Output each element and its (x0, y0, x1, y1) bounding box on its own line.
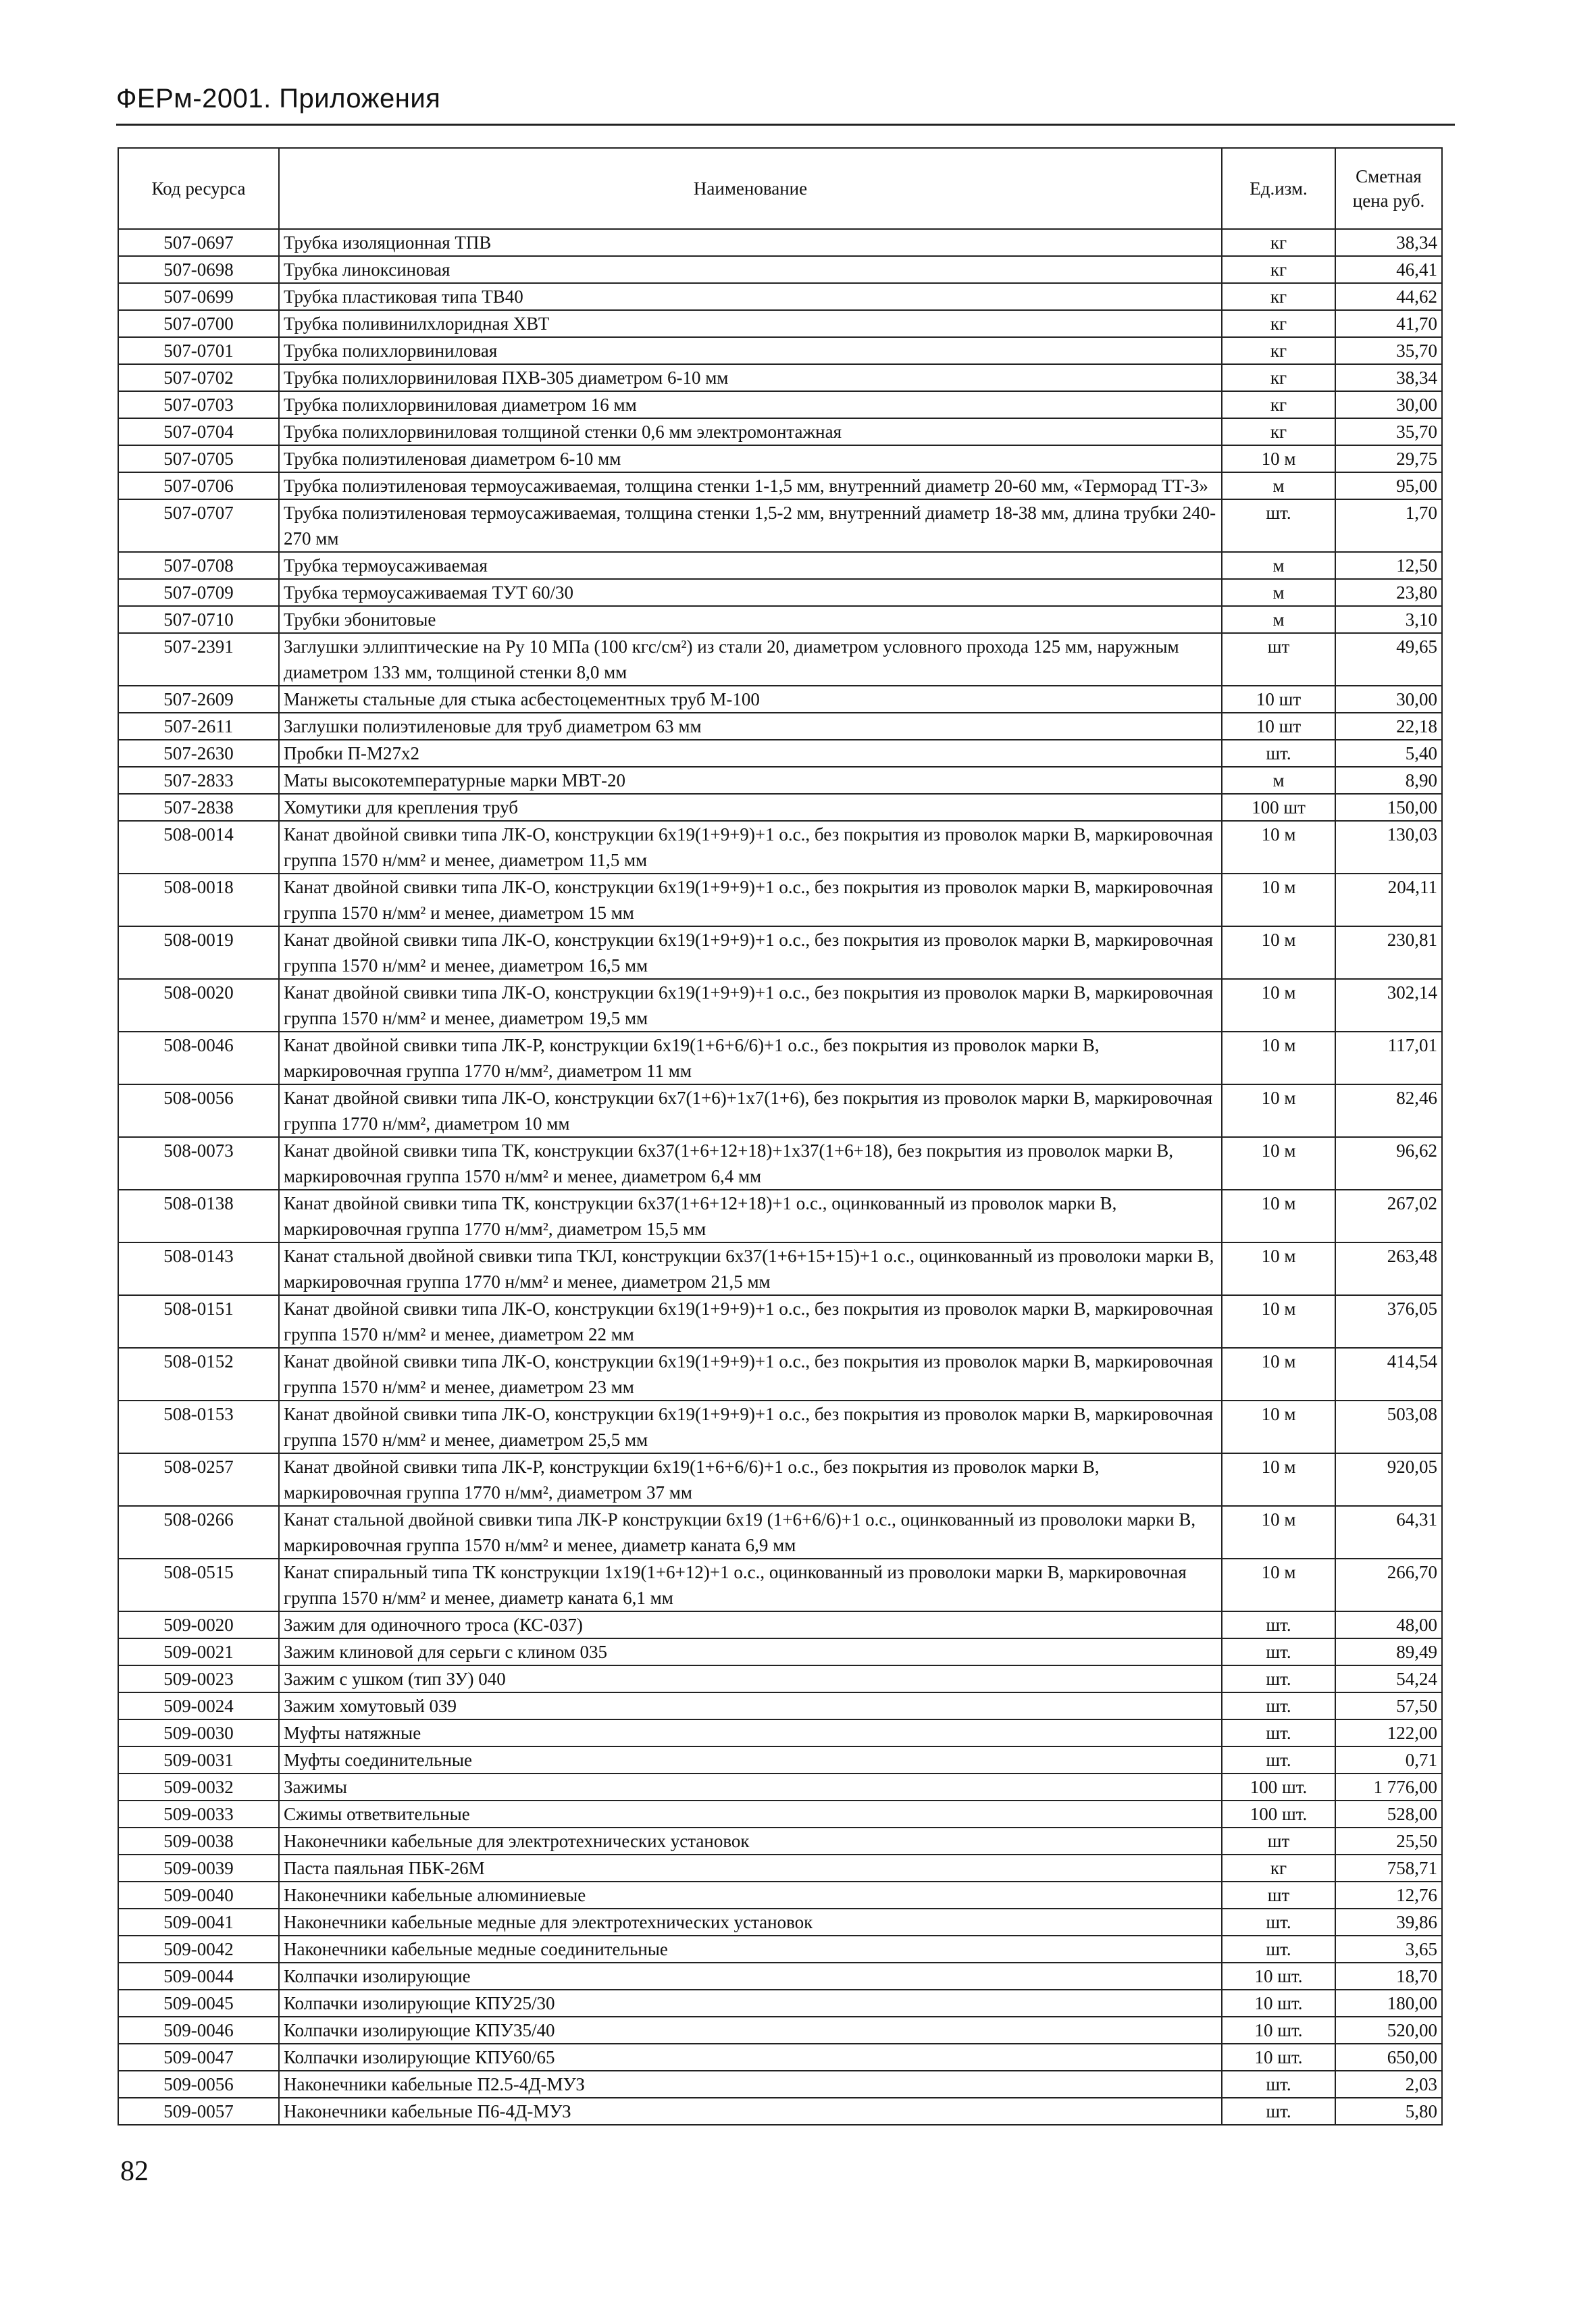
resource-code-cell: 507-0708 (118, 552, 279, 579)
price-cell: 48,00 (1335, 1611, 1442, 1638)
resource-code-cell: 509-0042 (118, 1936, 279, 1963)
table-row (118, 1774, 1442, 1801)
resource-code-cell: 509-0023 (118, 1665, 279, 1692)
price-cell: 204,11 (1335, 874, 1442, 926)
resource-name-cell: Трубка полихлорвиниловая (279, 337, 1222, 364)
table-row (118, 552, 1442, 579)
price-cell: 64,31 (1335, 1506, 1442, 1559)
resource-name-cell: Трубка полиэтиленовая термоусаживаемая, толщина стенки 1-1,5 мм, внутренний диаметр 20-60 мм, «Терморад ТТ-3» (279, 472, 1222, 499)
resource-name-cell: Канат двойной свивки типа ЛК-О, конструкции 6х19(1+9+9)+1 о.с., без покрытия из проволок марки В, маркировочная группа 1570 н/мм² и менее, диаметром 15 мм (279, 874, 1222, 926)
table-row (118, 1190, 1442, 1242)
resource-name-cell: Трубка полихлорвиниловая толщиной стенки 0,6 мм электромонтажная (279, 418, 1222, 445)
resource-name-cell: Зажим хомутовый 039 (279, 1692, 1222, 1719)
table-row (118, 1084, 1442, 1137)
resource-name-cell: Маты высокотемпературные марки МВТ-20 (279, 767, 1222, 794)
resource-code-cell: 507-0710 (118, 606, 279, 633)
resource-name-cell: Канат стальной двойной свивки типа ЛК-Р конструкции 6х19 (1+6+6/6)+1 о.с., оцинкованный из проволоки марки В, маркировочная группа 1570 н/мм² и менее, диаметр каната 6,9 мм (279, 1506, 1222, 1559)
resource-code-cell: 508-0138 (118, 1190, 279, 1242)
column-header-code: Код ресурса (118, 148, 279, 229)
resource-name-cell: Наконечники кабельные медные соединительные (279, 1936, 1222, 1963)
unit-cell: 10 м (1222, 874, 1335, 926)
resource-code-cell: 508-0018 (118, 874, 279, 926)
price-cell: 520,00 (1335, 2017, 1442, 2044)
resource-code-cell: 508-0020 (118, 979, 279, 1032)
table-row (118, 1453, 1442, 1506)
price-cell: 46,41 (1335, 256, 1442, 283)
table-header-row (118, 148, 1442, 229)
price-cell: 35,70 (1335, 418, 1442, 445)
unit-cell: кг (1222, 364, 1335, 391)
table-row (118, 283, 1442, 310)
unit-cell: 10 м (1222, 1506, 1335, 1559)
price-cell: 30,00 (1335, 686, 1442, 713)
page-header-title: ФЕРм-2001. Приложения (116, 84, 441, 114)
table-row (118, 1882, 1442, 1909)
price-table (118, 147, 1443, 2126)
resource-name-cell: Трубка поливинилхлоридная ХВТ (279, 310, 1222, 337)
price-cell: 41,70 (1335, 310, 1442, 337)
unit-cell: 10 м (1222, 1348, 1335, 1401)
price-cell: 150,00 (1335, 794, 1442, 821)
unit-cell: 10 шт (1222, 713, 1335, 740)
table-row (118, 979, 1442, 1032)
table-row (118, 821, 1442, 874)
unit-cell: м (1222, 606, 1335, 633)
unit-cell: м (1222, 552, 1335, 579)
price-cell: 96,62 (1335, 1137, 1442, 1190)
price-cell: 117,01 (1335, 1032, 1442, 1084)
price-cell: 3,65 (1335, 1936, 1442, 1963)
unit-cell: шт. (1222, 1665, 1335, 1692)
resource-code-cell: 509-0030 (118, 1719, 279, 1746)
price-cell: 5,80 (1335, 2098, 1442, 2125)
table-row (118, 1909, 1442, 1936)
table-row (118, 1137, 1442, 1190)
resource-code-cell: 508-0266 (118, 1506, 279, 1559)
unit-cell: кг (1222, 337, 1335, 364)
resource-name-cell: Сжимы ответвительные (279, 1801, 1222, 1828)
resource-code-cell: 509-0047 (118, 2044, 279, 2071)
resource-code-cell: 509-0046 (118, 2017, 279, 2044)
resource-name-cell: Трубка полиэтиленовая диаметром 6-10 мм (279, 445, 1222, 472)
table-row (118, 740, 1442, 767)
table-row (118, 2017, 1442, 2044)
table-row (118, 310, 1442, 337)
resource-name-cell: Колпачки изолирующие (279, 1963, 1222, 1990)
resource-code-cell: 507-0702 (118, 364, 279, 391)
resource-code-cell: 509-0040 (118, 1882, 279, 1909)
resource-name-cell: Трубка термоусаживаемая ТУТ 60/30 (279, 579, 1222, 606)
resource-name-cell: Зажим с ушком (тип ЗУ) 040 (279, 1665, 1222, 1692)
price-cell: 920,05 (1335, 1453, 1442, 1506)
resource-code-cell: 507-2391 (118, 633, 279, 686)
table-row (118, 713, 1442, 740)
table-row (118, 229, 1442, 256)
table-row (118, 767, 1442, 794)
table-row (118, 337, 1442, 364)
table-row (118, 1828, 1442, 1855)
price-cell: 180,00 (1335, 1990, 1442, 2017)
table-row (118, 445, 1442, 472)
resource-name-cell: Канат двойной свивки типа ЛК-О, конструкции 6х19(1+9+9)+1 о.с., без покрытия из проволок марки В, маркировочная группа 1570 н/мм² и менее, диаметром 23 мм (279, 1348, 1222, 1401)
price-cell: 1 776,00 (1335, 1774, 1442, 1801)
price-cell: 44,62 (1335, 283, 1442, 310)
column-header-name: Наименование (279, 148, 1222, 229)
table-row (118, 1638, 1442, 1665)
unit-cell: кг (1222, 310, 1335, 337)
resource-code-cell: 509-0032 (118, 1774, 279, 1801)
resource-code-cell: 508-0014 (118, 821, 279, 874)
resource-name-cell: Канат двойной свивки типа ТК, конструкции 6х37(1+6+12+18)+1 о.с., оцинкованный из проволок марки В, маркировочная группа 1770 н/мм², диаметром 15,5 мм (279, 1190, 1222, 1242)
resource-name-cell: Хомутики для крепления труб (279, 794, 1222, 821)
unit-cell: шт (1222, 1882, 1335, 1909)
resource-code-cell: 507-0703 (118, 391, 279, 418)
table-row (118, 418, 1442, 445)
unit-cell: шт. (1222, 1909, 1335, 1936)
resource-name-cell: Трубка полихлорвиниловая ПХВ-305 диаметром 6-10 мм (279, 364, 1222, 391)
resource-code-cell: 509-0031 (118, 1746, 279, 1774)
resource-name-cell: Зажим для одиночного троса (КС-037) (279, 1611, 1222, 1638)
resource-code-cell: 508-0152 (118, 1348, 279, 1401)
table-row (118, 686, 1442, 713)
resource-code-cell: 507-0699 (118, 283, 279, 310)
table-row (118, 2098, 1442, 2125)
resource-name-cell: Канат двойной свивки типа ТК, конструкции 6х37(1+6+12+18)+1х37(1+6+18), без покрытия из проволок марки В, маркировочная группа 1570 н/мм² и менее, диаметром 6,4 мм (279, 1137, 1222, 1190)
resource-name-cell: Трубки эбонитовые (279, 606, 1222, 633)
unit-cell: кг (1222, 1855, 1335, 1882)
unit-cell: 10 м (1222, 821, 1335, 874)
price-cell: 29,75 (1335, 445, 1442, 472)
price-cell: 266,70 (1335, 1559, 1442, 1611)
table-row (118, 1348, 1442, 1401)
table-row (118, 364, 1442, 391)
price-cell: 2,03 (1335, 2071, 1442, 2098)
resource-name-cell: Канат двойной свивки типа ЛК-О, конструкции 6х19(1+9+9)+1 о.с., без покрытия из проволок марки В, маркировочная группа 1570 н/мм² и менее, диаметром 25,5 мм (279, 1401, 1222, 1453)
unit-cell: 100 шт. (1222, 1801, 1335, 1828)
unit-cell: кг (1222, 418, 1335, 445)
resource-name-cell: Трубка полихлорвиниловая диаметром 16 мм (279, 391, 1222, 418)
resource-name-cell: Муфты натяжные (279, 1719, 1222, 1746)
resource-code-cell: 509-0024 (118, 1692, 279, 1719)
unit-cell: 10 м (1222, 1401, 1335, 1453)
price-cell: 263,48 (1335, 1242, 1442, 1295)
unit-cell: 10 м (1222, 1242, 1335, 1295)
price-cell: 8,90 (1335, 767, 1442, 794)
resource-name-cell: Манжеты стальные для стыка асбестоцементных труб М-100 (279, 686, 1222, 713)
price-cell: 3,10 (1335, 606, 1442, 633)
resource-code-cell: 507-2630 (118, 740, 279, 767)
price-cell: 57,50 (1335, 1692, 1442, 1719)
price-cell: 38,34 (1335, 364, 1442, 391)
unit-cell: шт (1222, 633, 1335, 686)
resource-code-cell: 509-0033 (118, 1801, 279, 1828)
table-row (118, 633, 1442, 686)
resource-code-cell: 508-0515 (118, 1559, 279, 1611)
resource-code-cell: 509-0020 (118, 1611, 279, 1638)
resource-name-cell: Канат стальной двойной свивки типа ТКЛ, конструкции 6х37(1+6+15+15)+1 о.с., оцинкованный из проволоки марки В, маркировочная группа 1770 н/мм² и менее, диаметром 21,5 мм (279, 1242, 1222, 1295)
price-cell: 122,00 (1335, 1719, 1442, 1746)
resource-name-cell: Наконечники кабельные П6-4Д-МУЗ (279, 2098, 1222, 2125)
table-body (118, 229, 1442, 2125)
unit-cell: шт. (1222, 1719, 1335, 1746)
price-cell: 30,00 (1335, 391, 1442, 418)
unit-cell: шт. (1222, 1692, 1335, 1719)
price-cell: 12,76 (1335, 1882, 1442, 1909)
table-row (118, 1295, 1442, 1348)
table-row (118, 1032, 1442, 1084)
unit-cell: шт. (1222, 499, 1335, 552)
table-row (118, 1855, 1442, 1882)
resource-code-cell: 509-0045 (118, 1990, 279, 2017)
table-row (118, 1990, 1442, 2017)
resource-code-cell: 507-2611 (118, 713, 279, 740)
unit-cell: шт. (1222, 1936, 1335, 1963)
table-row (118, 1801, 1442, 1828)
price-cell: 39,86 (1335, 1909, 1442, 1936)
resource-name-cell: Заглушки полиэтиленовые для труб диаметром 63 мм (279, 713, 1222, 740)
price-cell: 528,00 (1335, 1801, 1442, 1828)
resource-name-cell: Наконечники кабельные алюминиевые (279, 1882, 1222, 1909)
resource-name-cell: Пробки П-М27х2 (279, 740, 1222, 767)
column-header-price: Сметная цена руб. (1335, 148, 1442, 229)
resource-code-cell: 509-0057 (118, 2098, 279, 2125)
unit-cell: м (1222, 472, 1335, 499)
resource-code-cell: 509-0056 (118, 2071, 279, 2098)
table-row (118, 1936, 1442, 1963)
price-cell: 49,65 (1335, 633, 1442, 686)
resource-code-cell: 508-0143 (118, 1242, 279, 1295)
table-row (118, 1746, 1442, 1774)
resource-code-cell: 509-0041 (118, 1909, 279, 1936)
resource-code-cell: 508-0153 (118, 1401, 279, 1453)
unit-cell: 10 м (1222, 1295, 1335, 1348)
resource-name-cell: Зажим клиновой для серьги с клином 035 (279, 1638, 1222, 1665)
resource-code-cell: 509-0039 (118, 1855, 279, 1882)
price-cell: 130,03 (1335, 821, 1442, 874)
price-cell: 54,24 (1335, 1665, 1442, 1692)
price-cell: 12,50 (1335, 552, 1442, 579)
unit-cell: 10 м (1222, 979, 1335, 1032)
resource-code-cell: 508-0151 (118, 1295, 279, 1348)
table-row (118, 256, 1442, 283)
resource-code-cell: 507-0704 (118, 418, 279, 445)
page-number: 82 (120, 2156, 149, 2187)
unit-cell: кг (1222, 229, 1335, 256)
price-cell: 414,54 (1335, 1348, 1442, 1401)
resource-name-cell: Канат двойной свивки типа ЛК-О, конструкции 6х19(1+9+9)+1 о.с., без покрытия из проволок марки В, маркировочная группа 1570 н/мм² и менее, диаметром 11,5 мм (279, 821, 1222, 874)
table-row (118, 579, 1442, 606)
price-cell: 89,49 (1335, 1638, 1442, 1665)
resource-code-cell: 508-0257 (118, 1453, 279, 1506)
table-row (118, 1719, 1442, 1746)
unit-cell: кг (1222, 256, 1335, 283)
resource-name-cell: Канат спиральный типа ТК конструкции 1х19(1+6+12)+1 о.с., оцинкованный из проволоки марки В, маркировочная группа 1570 н/мм² и менее, диаметр каната 6,1 мм (279, 1559, 1222, 1611)
resource-name-cell: Паста паяльная ПБК-26М (279, 1855, 1222, 1882)
table-row (118, 2071, 1442, 2098)
table-row (118, 472, 1442, 499)
table-row (118, 2044, 1442, 2071)
resource-code-cell: 509-0044 (118, 1963, 279, 1990)
unit-cell: шт. (1222, 740, 1335, 767)
unit-cell: м (1222, 767, 1335, 794)
unit-cell: шт. (1222, 1611, 1335, 1638)
unit-cell: 10 м (1222, 1190, 1335, 1242)
column-header-unit: Ед.изм. (1222, 148, 1335, 229)
price-cell: 95,00 (1335, 472, 1442, 499)
resource-code-cell: 507-2833 (118, 767, 279, 794)
price-cell: 5,40 (1335, 740, 1442, 767)
resource-name-cell: Колпачки изолирующие КПУ25/30 (279, 1990, 1222, 2017)
price-cell: 23,80 (1335, 579, 1442, 606)
price-cell: 35,70 (1335, 337, 1442, 364)
unit-cell: шт. (1222, 2071, 1335, 2098)
resource-name-cell: Канат двойной свивки типа ЛК-О, конструкции 6х19(1+9+9)+1 о.с., без покрытия из проволок марки В, маркировочная группа 1570 н/мм² и менее, диаметром 16,5 мм (279, 926, 1222, 979)
unit-cell: кг (1222, 283, 1335, 310)
unit-cell: 10 м (1222, 1559, 1335, 1611)
resource-code-cell: 507-0707 (118, 499, 279, 552)
unit-cell: 10 шт (1222, 686, 1335, 713)
resource-name-cell: Трубка линоксиновая (279, 256, 1222, 283)
resource-name-cell: Канат двойной свивки типа ЛК-О, конструкции 6х19(1+9+9)+1 о.с., без покрытия из проволок марки В, маркировочная группа 1570 н/мм² и менее, диаметром 22 мм (279, 1295, 1222, 1348)
table-row (118, 391, 1442, 418)
resource-code-cell: 507-0709 (118, 579, 279, 606)
price-cell: 758,71 (1335, 1855, 1442, 1882)
resource-code-cell: 509-0038 (118, 1828, 279, 1855)
price-cell: 376,05 (1335, 1295, 1442, 1348)
price-cell: 22,18 (1335, 713, 1442, 740)
table-row (118, 1665, 1442, 1692)
table-row (118, 499, 1442, 552)
price-cell: 302,14 (1335, 979, 1442, 1032)
resource-code-cell: 508-0019 (118, 926, 279, 979)
unit-cell: 10 шт. (1222, 2044, 1335, 2071)
price-cell: 0,71 (1335, 1746, 1442, 1774)
table-row (118, 874, 1442, 926)
resource-code-cell: 507-0700 (118, 310, 279, 337)
resource-name-cell: Заглушки эллиптические на Ру 10 МПа (100 кгс/см²) из стали 20, диаметром условного прохода 125 мм, наружным диаметром 133 мм, толщиной стенки 8,0 мм (279, 633, 1222, 686)
resource-code-cell: 508-0056 (118, 1084, 279, 1137)
unit-cell: 10 м (1222, 445, 1335, 472)
price-cell: 82,46 (1335, 1084, 1442, 1137)
resource-name-cell: Колпачки изолирующие КПУ35/40 (279, 2017, 1222, 2044)
unit-cell: 10 шт. (1222, 1990, 1335, 2017)
resource-code-cell: 507-0705 (118, 445, 279, 472)
unit-cell: шт (1222, 1828, 1335, 1855)
unit-cell: 10 м (1222, 1137, 1335, 1190)
resource-name-cell: Канат двойной свивки типа ЛК-Р, конструкции 6х19(1+6+6/6)+1 о.с., без покрытия из проволок марки В, маркировочная группа 1770 н/мм², диаметром 11 мм (279, 1032, 1222, 1084)
resource-name-cell: Наконечники кабельные П2.5-4Д-МУЗ (279, 2071, 1222, 2098)
resource-name-cell: Трубка пластиковая типа ТВ40 (279, 283, 1222, 310)
resource-code-cell: 507-0698 (118, 256, 279, 283)
price-cell: 650,00 (1335, 2044, 1442, 2071)
table-row (118, 606, 1442, 633)
table-row (118, 1963, 1442, 1990)
resource-name-cell: Канат двойной свивки типа ЛК-О, конструкции 6х7(1+6)+1х7(1+6), без покрытия из проволок марки В, маркировочная группа 1770 н/мм², диаметром 10 мм (279, 1084, 1222, 1137)
table-row (118, 1692, 1442, 1719)
table-row (118, 1611, 1442, 1638)
table-row (118, 1401, 1442, 1453)
resource-name-cell: Колпачки изолирующие КПУ60/65 (279, 2044, 1222, 2071)
resource-name-cell: Муфты соединительные (279, 1746, 1222, 1774)
price-cell: 38,34 (1335, 229, 1442, 256)
resource-name-cell: Наконечники кабельные медные для электротехнических установок (279, 1909, 1222, 1936)
resource-name-cell: Зажимы (279, 1774, 1222, 1801)
unit-cell: м (1222, 579, 1335, 606)
resource-code-cell: 508-0046 (118, 1032, 279, 1084)
table-row (118, 1242, 1442, 1295)
unit-cell: 100 шт (1222, 794, 1335, 821)
unit-cell: кг (1222, 391, 1335, 418)
resource-code-cell: 507-0697 (118, 229, 279, 256)
price-cell: 230,81 (1335, 926, 1442, 979)
price-cell: 503,08 (1335, 1401, 1442, 1453)
resource-code-cell: 507-0701 (118, 337, 279, 364)
resource-code-cell: 507-2609 (118, 686, 279, 713)
resource-name-cell: Канат двойной свивки типа ЛК-Р, конструкции 6х19(1+6+6/6)+1 о.с., без покрытия из проволок марки В, маркировочная группа 1770 н/мм², диаметром 37 мм (279, 1453, 1222, 1506)
price-table-container (118, 147, 1441, 2126)
price-cell: 267,02 (1335, 1190, 1442, 1242)
table-row (118, 794, 1442, 821)
unit-cell: шт. (1222, 1746, 1335, 1774)
price-cell: 18,70 (1335, 1963, 1442, 1990)
resource-name-cell: Наконечники кабельные для электротехнических установок (279, 1828, 1222, 1855)
resource-code-cell: 507-2838 (118, 794, 279, 821)
resource-code-cell: 507-0706 (118, 472, 279, 499)
resource-code-cell: 509-0021 (118, 1638, 279, 1665)
header-rule (116, 124, 1455, 126)
price-cell: 25,50 (1335, 1828, 1442, 1855)
resource-name-cell: Трубка изоляционная ТПВ (279, 229, 1222, 256)
unit-cell: шт. (1222, 1638, 1335, 1665)
table-row (118, 926, 1442, 979)
price-cell: 1,70 (1335, 499, 1442, 552)
unit-cell: 10 м (1222, 1032, 1335, 1084)
table-row (118, 1559, 1442, 1611)
resource-name-cell: Трубка полиэтиленовая термоусаживаемая, толщина стенки 1,5-2 мм, внутренний диаметр 18-38 мм, длина трубки 240-270 мм (279, 499, 1222, 552)
resource-code-cell: 508-0073 (118, 1137, 279, 1190)
unit-cell: 10 шт. (1222, 2017, 1335, 2044)
unit-cell: 10 шт. (1222, 1963, 1335, 1990)
unit-cell: шт. (1222, 2098, 1335, 2125)
table-row (118, 1506, 1442, 1559)
unit-cell: 10 м (1222, 1453, 1335, 1506)
unit-cell: 10 м (1222, 1084, 1335, 1137)
resource-name-cell: Канат двойной свивки типа ЛК-О, конструкции 6х19(1+9+9)+1 о.с., без покрытия из проволок марки В, маркировочная группа 1570 н/мм² и менее, диаметром 19,5 мм (279, 979, 1222, 1032)
unit-cell: 100 шт. (1222, 1774, 1335, 1801)
resource-name-cell: Трубка термоусаживаемая (279, 552, 1222, 579)
unit-cell: 10 м (1222, 926, 1335, 979)
